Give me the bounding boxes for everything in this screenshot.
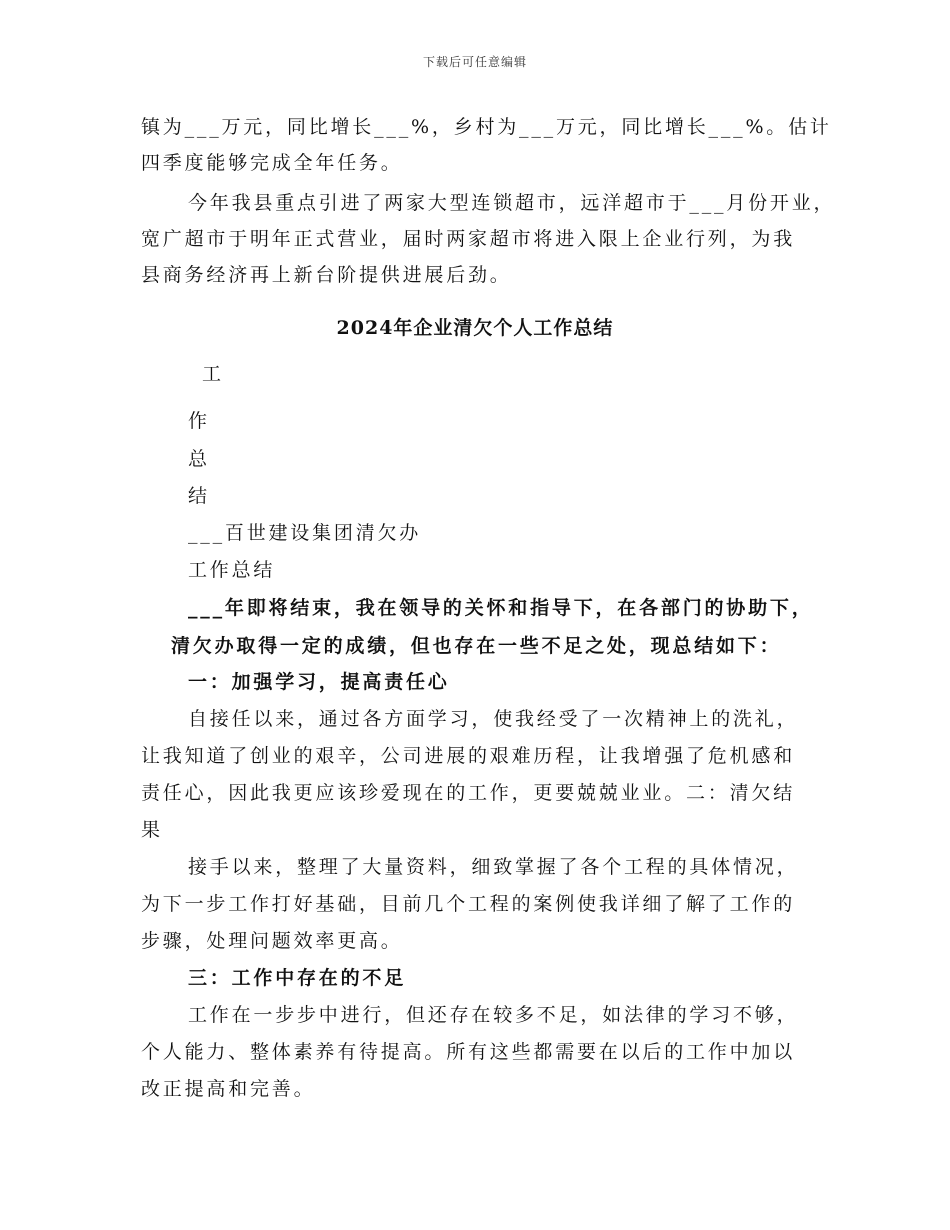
- document-title: 2024年企业清欠个人工作总结: [336, 317, 614, 339]
- vertical-char: 总: [188, 448, 210, 470]
- section-heading: 三：工作中存在的不足: [188, 967, 407, 989]
- body-text-line: 责任心，因此我更应该珍爱现在的工作，更要兢兢业业。二：清欠结: [141, 782, 796, 804]
- organization-line: ___百世建设集团清欠办: [188, 522, 422, 544]
- body-text-line: 今年我县重点引进了两家大型连锁超市，远洋超市于___月份开业，: [188, 192, 836, 214]
- section-heading: 一：加强学习，提高责任心: [188, 671, 450, 693]
- body-text-line: 工作在一步步中进行，但还存在较多不足，如法律的学习不够，: [188, 1004, 799, 1026]
- body-text-line: 为下一步工作打好基础，目前几个工程的案例使我详细了解了工作的: [141, 893, 796, 915]
- subtitle: 工作总结: [188, 559, 276, 581]
- body-text-line: 四季度能够完成全年任务。: [141, 152, 403, 174]
- intro-line: 清欠办取得一定的成绩，但也存在一些不足之处，现总结如下：: [171, 635, 782, 657]
- body-text-line: 改正提高和完善。: [141, 1078, 316, 1100]
- body-text-line: 接手以来，整理了大量资料，细致掌握了各个工程的具体情况，: [188, 856, 799, 878]
- intro-line: ___年即将结束，我在领导的关怀和指导下，在各部门的协助下，: [188, 597, 814, 619]
- body-text-line: 自接任以来，通过各方面学习，使我经受了一次精神上的洗礼，: [188, 708, 799, 730]
- body-text-line: 个人能力、整体素养有待提高。所有这些都需要在以后的工作中加以: [141, 1041, 796, 1063]
- body-text-line: 宽广超市于明年正式营业，届时两家超市将进入限上企业行列，为我: [141, 228, 796, 250]
- body-text-line: 镇为___万元，同比增长___%，乡村为___万元，同比增长___%。估计: [141, 116, 832, 138]
- vertical-char: 工: [202, 363, 224, 385]
- body-text-line: 让我知道了创业的艰辛，公司进展的艰难历程，让我增强了危机感和: [141, 745, 796, 767]
- vertical-char: 作: [188, 410, 210, 432]
- body-text-line: 县商务经济再上新台阶提供进展后劲。: [141, 264, 512, 286]
- page-header: 下载后可任意编辑: [422, 55, 527, 69]
- body-text-line: 步骤，处理问题效率更高。: [141, 930, 403, 952]
- vertical-char: 结: [188, 485, 210, 507]
- body-text-line: 果: [141, 819, 163, 841]
